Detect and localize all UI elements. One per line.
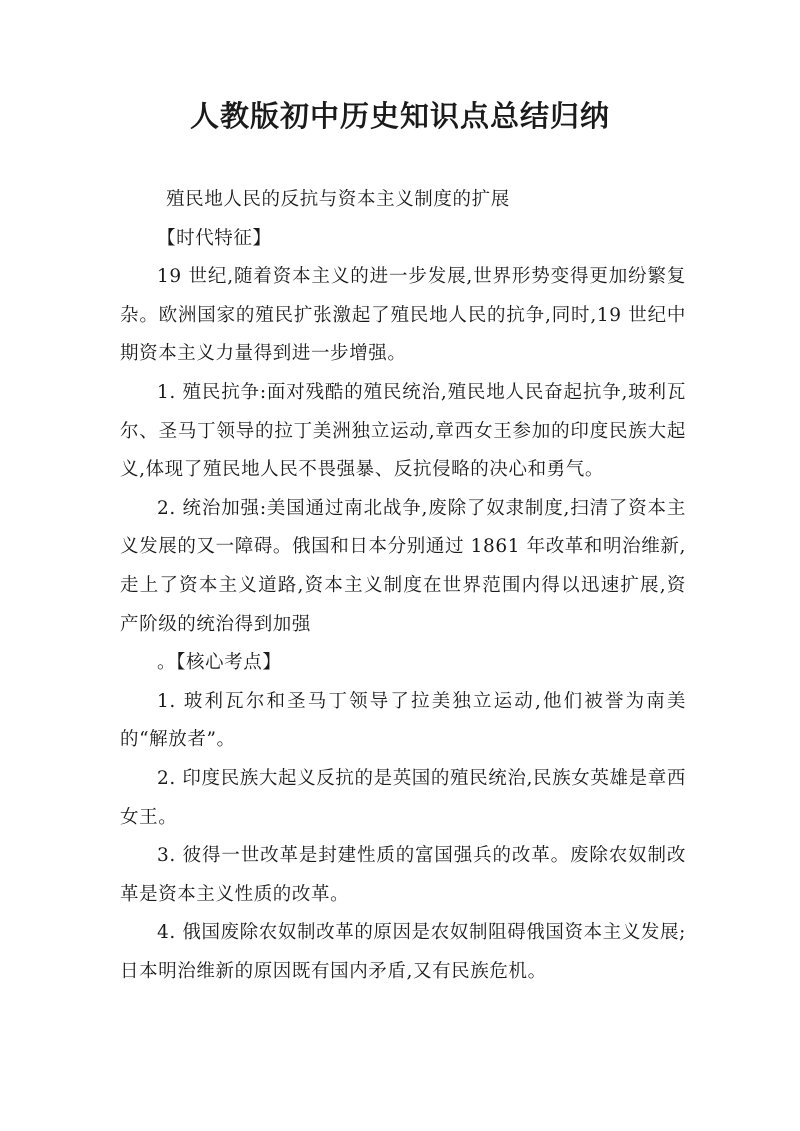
body-paragraph: 1. 玻利瓦尔和圣马丁领导了拉美独立运动,他们被誉为南美的“解放者”。 (120, 690, 686, 751)
body-paragraph: 2. 印度民族大起义反抗的是英国的殖民统治,民族女英雄是章西女王。 (120, 767, 686, 828)
core-points-heading: 。【核心考点】 (157, 652, 282, 674)
era-features-heading: 【时代特征】 (157, 227, 272, 249)
body-paragraph: 4. 俄国废除农奴制改革的原因是农奴制阻碍俄国资本主义发展;日本明治维新的原因既有国内矛盾,又有民族危机。 (120, 922, 686, 982)
section-heading: 殖民地人民的反抗与资本主义制度的扩展 (166, 189, 510, 210)
body-paragraph: 19 世纪,随着资本主义的进一步发展,世界形势变得更加纷繁复杂。欧洲国家的殖民扩张激起了殖民地人民的抗争,同时,19 世纪中期资本主义力量得到进一步增强。 (120, 266, 686, 365)
body-paragraph: 1. 殖民抗争:面对残酷的殖民统治,殖民地人民奋起抗争,玻利瓦尔、圣马丁领导的拉丁美洲独立运动,章西女王参加的印度民族大起义,体现了殖民地人民不畏强暴、反抗侵略的决心和勇气。 (120, 381, 686, 481)
document-title: 人教版初中历史知识点总结归纳 (189, 99, 610, 133)
document-body (120, 181, 686, 991)
body-paragraph: 3. 彼得一世改革是封建性质的富国强兵的改革。废除农奴制改革是资本主义性质的改革。 (120, 845, 686, 905)
body-paragraph: 2. 统治加强:美国通过南北战争,废除了奴隶制度,扫清了资本主义发展的又一障碍。俄国和日本分别通过 1861 年改革和明治维新,走上了资本主义道路,资本主义制度在世界范围内得以迅速扩展,资产阶级的统治得到加强 (120, 497, 686, 635)
